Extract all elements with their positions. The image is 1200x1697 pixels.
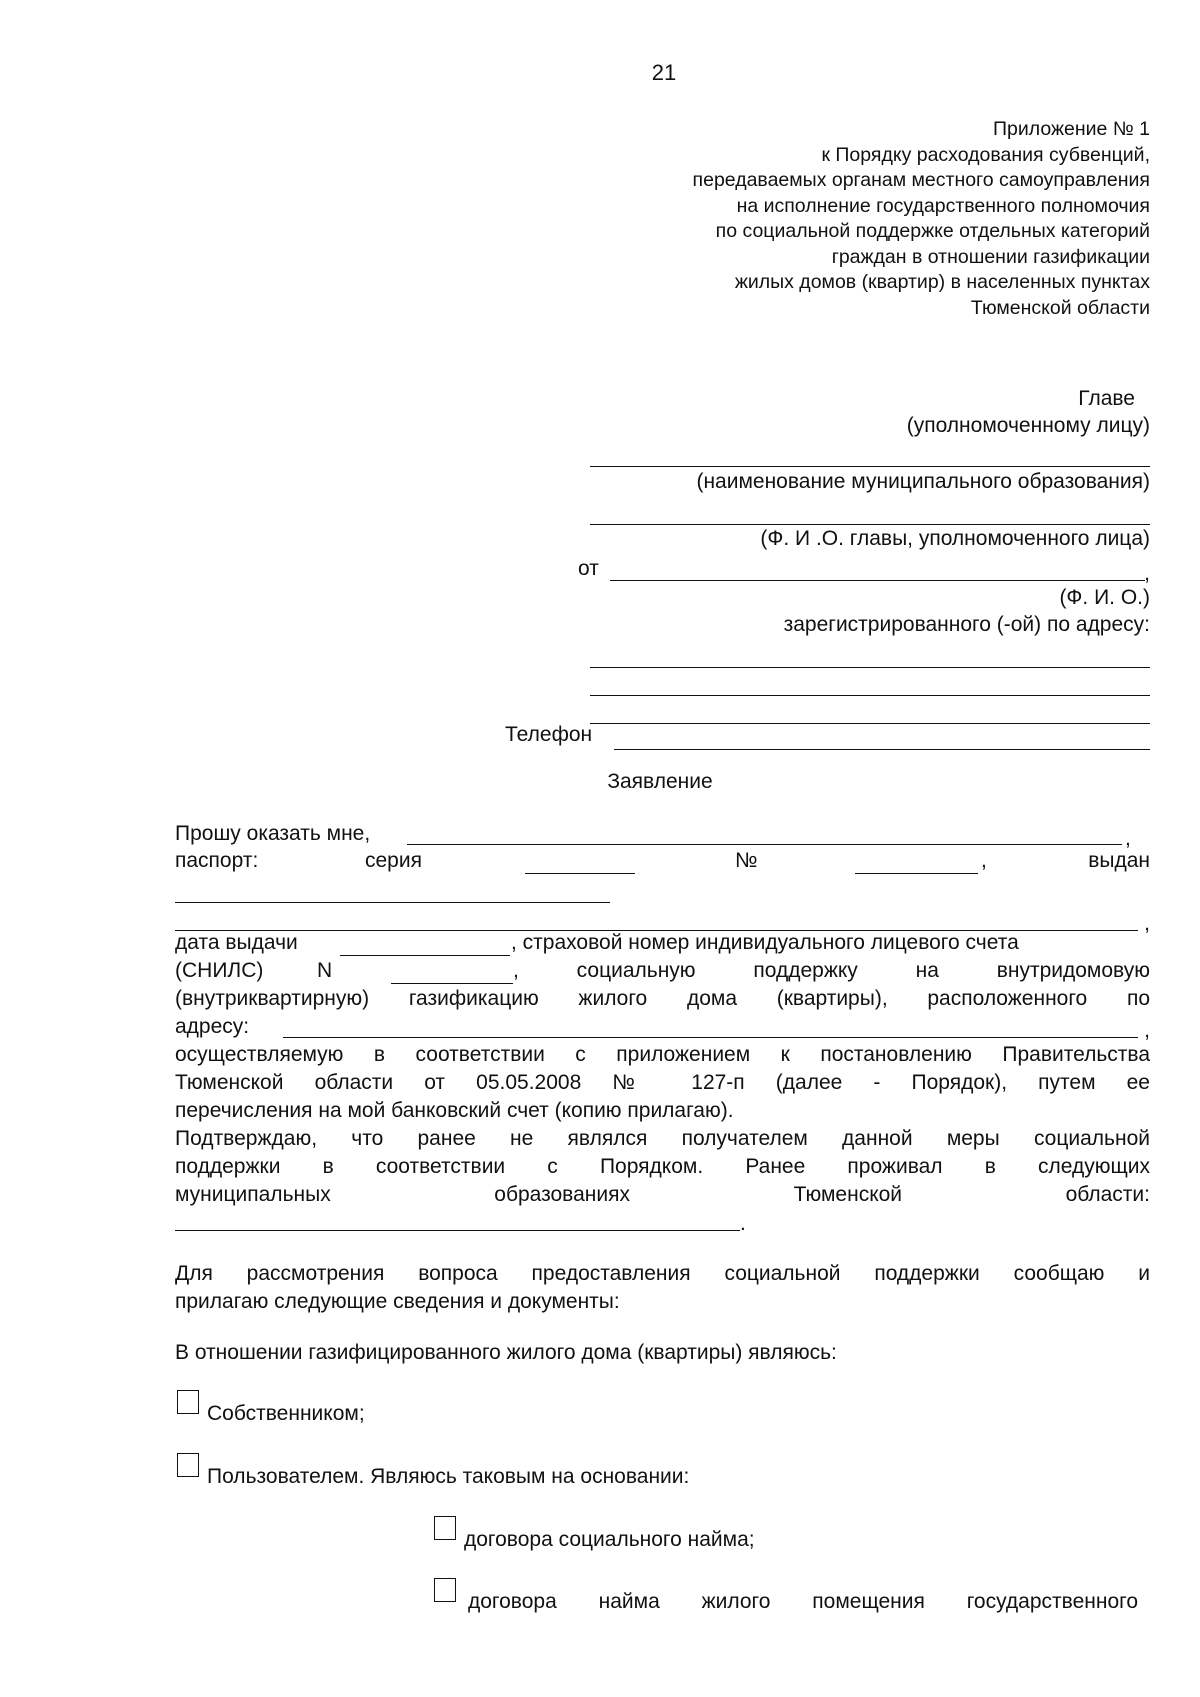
insurance-text [511, 931, 1150, 955]
para2-word: области: [1065, 1183, 1150, 1206]
snils-field[interactable] [391, 983, 513, 984]
addressee-to: Главе [1078, 387, 1135, 410]
appendix-line: к Порядку расходования субвенций, [821, 143, 1150, 166]
snils-label: (СНИЛС) [175, 959, 264, 982]
appendix-line: жилых домов (квартир) в населенных пунктах [734, 271, 1150, 293]
para3-line2: прилагаю следующие сведения и документы: [175, 1290, 620, 1313]
para2-word: Тюменской [793, 1183, 903, 1206]
from-label: от [578, 557, 599, 580]
para4: В отношении газифицированного жилого дома (квартиры) являюсь: [175, 1341, 837, 1364]
issue-date-label: дата выдачи [175, 931, 298, 954]
ask-line [175, 822, 1150, 850]
passport-series-field[interactable] [525, 873, 635, 874]
address-label: адресу: [175, 1015, 250, 1038]
para2-line2: поддержки в соответствии с Порядком. Ранее проживал в следующих [175, 1155, 1150, 1178]
appendix-line: передаваемых органам местного самоуправления [692, 169, 1150, 191]
user-label: Пользователем. Являюсь таковым на основании: [207, 1465, 690, 1488]
fio-hint: (Ф. И. О.) [1059, 586, 1150, 609]
user-option[interactable] [177, 1453, 689, 1489]
passport-label: паспорт: [175, 849, 259, 872]
from-comma: , [1144, 562, 1150, 585]
insurance-rest: , страховой номер индивидуального лицевого счета [511, 931, 1019, 954]
appendix-line: граждан в отношении газификации [831, 245, 1150, 268]
owner-option[interactable] [177, 1390, 365, 1426]
rent-option[interactable] [434, 1578, 1150, 1614]
municipality-hint: (наименование муниципального образования) [696, 470, 1150, 493]
ask-comma: , [1125, 827, 1131, 850]
issued-comma: , [981, 849, 987, 872]
para2-end: . [740, 1212, 746, 1235]
para2-word: образованиях [494, 1183, 630, 1206]
passport-number-field[interactable] [855, 873, 978, 874]
registered-label: зарегистрированного (-ой) по адресу: [783, 613, 1150, 636]
previous-residence-field[interactable] [175, 1230, 740, 1231]
owner-label: Собственником; [207, 1402, 365, 1425]
owner-checkbox[interactable] [177, 1390, 199, 1414]
rent-checkbox[interactable] [434, 1578, 456, 1602]
para1-line3: перечисления на мой банковский счет (копию прилагаю). [175, 1099, 734, 1122]
para1-line1: осуществляемую в соответствии с приложением к постановлению Правительства [175, 1043, 1150, 1066]
addressee-authorized: (уполномоченному лицу) [906, 414, 1150, 437]
page-number: 21 [651, 60, 677, 85]
para2-line3 [175, 1183, 1150, 1207]
appendix-line: Тюменской области [970, 296, 1150, 319]
issue-date-field[interactable] [340, 955, 510, 956]
social-rent-option[interactable] [434, 1516, 755, 1552]
rent-label: договора найма жилого помещения государственного [468, 1590, 1138, 1613]
issued-by-comma: , [1144, 912, 1150, 935]
series-label: серия [365, 849, 422, 872]
appendix-line: Приложение № 1 [993, 118, 1150, 140]
object-address-field[interactable] [283, 1037, 1138, 1038]
issued-label: выдан [1088, 849, 1150, 872]
gas-line: (внутриквартирную) газификацию жилого дома (квартиры), расположенного по [175, 987, 1150, 1010]
application-body [175, 0, 1150, 1697]
address-comma: , [1144, 1019, 1150, 1042]
appendix-line: по социальной поддержке отдельных категорий [715, 220, 1150, 242]
snils-n: N [317, 959, 333, 982]
document-title: Заявление [607, 770, 713, 793]
issued-by-field-1[interactable] [175, 902, 610, 903]
support-rest: , социальную поддержку на внутридомовую [513, 959, 1150, 982]
para3-line1: Для рассмотрения вопроса предоставления социальной поддержки сообщаю и [175, 1262, 1150, 1285]
para1-line2: Тюменской области от 05.05.2008 № 127-п (далее - Порядок), путем ее [175, 1071, 1150, 1094]
phone-label: Телефон [505, 723, 593, 746]
appendix-line: на исполнение государственного полномочия [736, 194, 1150, 217]
user-checkbox[interactable] [177, 1453, 199, 1477]
number-sign: № [735, 849, 758, 872]
recipient-name-field[interactable] [407, 844, 1122, 845]
para2-word: муниципальных [175, 1183, 331, 1206]
social-rent-checkbox[interactable] [434, 1516, 456, 1540]
social-rent-label: договора социального найма; [464, 1528, 755, 1551]
para2-line1: Подтверждаю, что ранее не являлся получателем данной меры социальной [175, 1127, 1150, 1150]
ask-text: Прошу оказать мне, [175, 822, 371, 845]
head-name-hint: (Ф. И .О. главы, уполномоченного лица) [760, 527, 1150, 550]
